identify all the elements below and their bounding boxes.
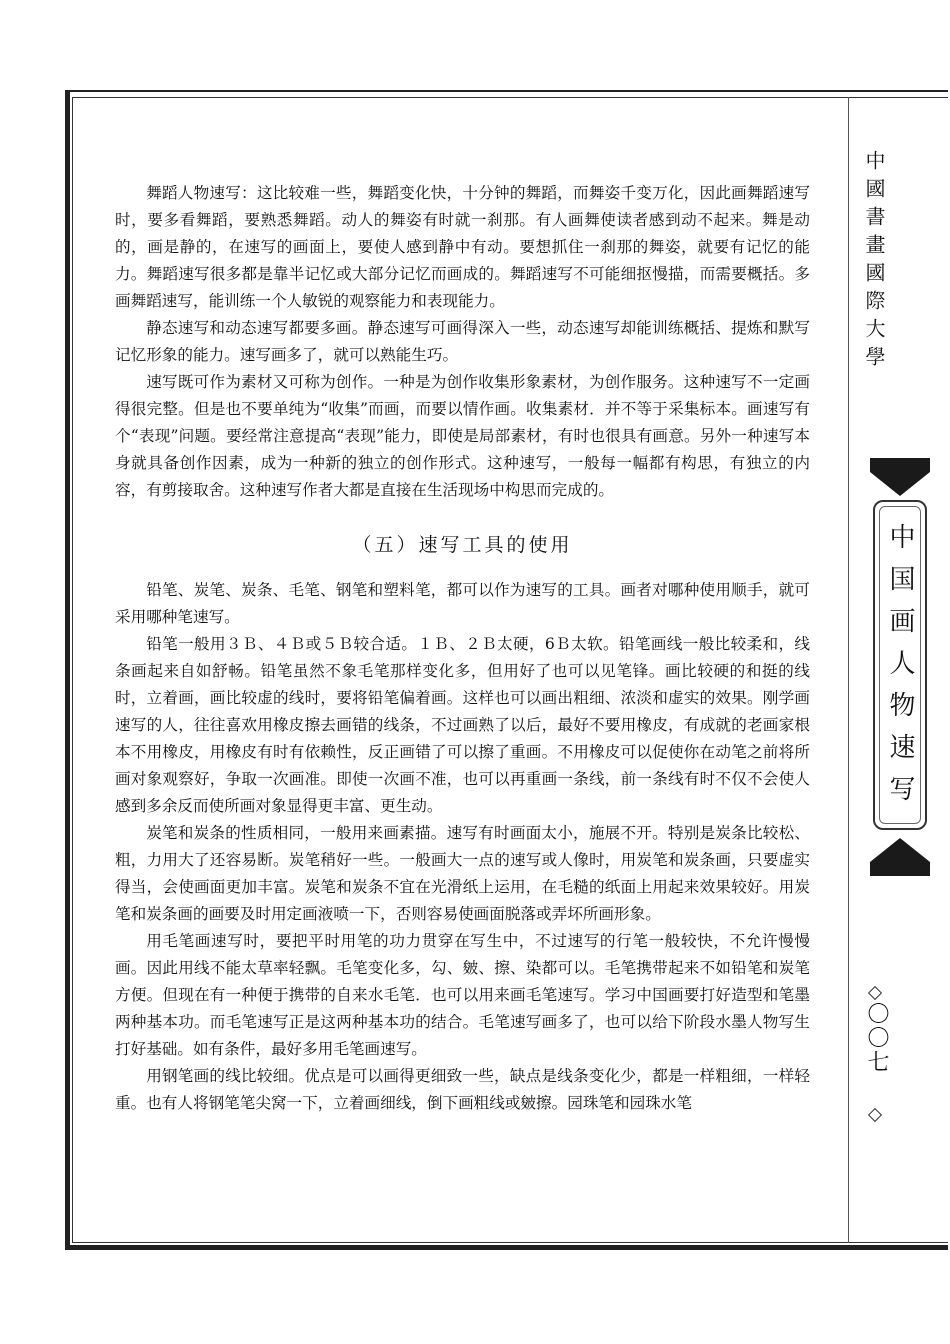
ornament-chevron-bottom <box>870 836 930 868</box>
sidebar-divider <box>848 97 849 1243</box>
paragraph: 铅笔、炭笔、炭条、毛笔、钢笔和塑料笔，都可以作为速写的工具。画者对哪种使用顺手，就可采用哪种笔速写。 <box>115 581 810 626</box>
paragraph: 速写既可作为素材又可称为创作。一种是为创作收集形象素材，为创作服务。这种速写不一定画得很完整。但是也不要单纯为“收集”而画，而要以情作画。收集素材．并不等于采集标本。画速写有个“表现”问题。要经常注意提高“表现”能力，即使是局部素材，有时也很具有画意。另外一种速写本身就具备创作因素，成为一种新的独立的创作形式。这种速写，一般每一幅都有构思，有独立的内容，有剪接取舍。这种速写作者大都是直接在生活现场中构思而完成的。 <box>115 373 810 499</box>
ornament-bar-bottom <box>870 868 930 876</box>
series-title: 中國書畫國際大學 <box>862 150 886 374</box>
paragraph: 舞蹈人物速写：这比较难一些，舞蹈变化快，十分钟的舞蹈，而舞姿千变万化，因此画舞蹈速写时，要多看舞蹈，要熟悉舞蹈。动人的舞姿有时就一刹那。有人画舞使读者感到动不起来。舞是动的，画是静的，在速写的画面上，要使人感到静中有动。要想抓住一刹那的舞姿，就要有记忆的能力。舞蹈速写很多都是靠半记忆或大部分记忆而画成的。舞蹈速写不可能细抠慢描，而需要概括。多画舞蹈速写，能训练一个人敏锐的观察能力和表现能力。 <box>115 184 810 310</box>
paragraph: 炭笔和炭条的性质相同，一般用来画素描。速写有时画面太小，施展不开。特别是炭条比较松、粗，力用大了还容易断。炭笔稍好一些。一般画大一点的速写或人像时，用炭笔和炭条画，只要虚实得当，会使画面更加丰富。炭笔和炭条不宜在光滑纸上运用，在毛糙的纸面上用起来效果较好。用炭笔和炭条画的画要及时用定画液喷一下，否则容易使画面脱落或弄坏所画形象。 <box>115 824 810 923</box>
paragraph: 铅笔一般用３Ｂ、４Ｂ或５Ｂ较合适。１Ｂ、２Ｂ太硬，6Ｂ太软。铅笔画线一般比较柔和，线条画起来自如舒畅。铅笔虽然不象毛笔那样变化多，但用好了也可以见笔锋。画比较硬的和挺的线时，立着画，画比较虚的线时，要将铅笔偏着画。这样也可以画出粗细、浓淡和虚实的效果。刚学画速写的人，往往喜欢用橡皮擦去画错的线条，不过画熟了以后，最好不要用橡皮，有成就的老画家根本不用橡皮，用橡皮有时有依赖性，反正画错了可以擦了重画。不用橡皮可以促使你在动笔之前将所画对象观察好，争取一次画准。即使一次画不准，也可以再重画一条线，前一条线有时不仅不会使人感到多余反而使所画对象显得更丰富、更生动。 <box>115 635 810 815</box>
section-heading: （五）速写工具的使用 <box>352 534 573 556</box>
paragraph: 静态速写和动态速写都要多画。静态速写可画得深入一些，动态速写却能训练概括、提炼和默写记忆形象的能力。速写画多了，就可以熟能生巧。 <box>115 319 810 364</box>
book-title: 中国画人物速写 <box>885 523 915 817</box>
paragraph: 用毛笔画速写时，要把平时用笔的功力贯穿在写生中，不过速写的行笔一般较快，不允许慢慢画。因此用线不能太草率轻飘。毛笔变化多，勾、皴、擦、染都可以。毛笔携带起来不如铅笔和炭笔方便。但现在有一种便于携带的自来水毛笔．也可以用来画毛笔速写。学习中国画要打好造型和笔墨两种基本功。而毛笔速写正是这两种基本功的结合。毛笔速写画多了，也可以给下阶段水墨人物写生打好基础。如有条件，最好多用毛笔画速写。 <box>115 932 810 1058</box>
ornament-chevron-top <box>870 466 930 498</box>
ornament-bar-top <box>870 458 930 466</box>
paragraph: 用钢笔画的线比较细。优点是可以画得更细致一些，缺点是线条变化少，都是一样粗细，一样轻重。也有人将钢笔笔尖窝一下，立着画细线，倒下画粗线或皴擦。园珠笔和园珠水笔 <box>115 1067 810 1112</box>
page-number: 〇〇七 <box>864 1002 889 1074</box>
main-text <box>115 180 810 1117</box>
